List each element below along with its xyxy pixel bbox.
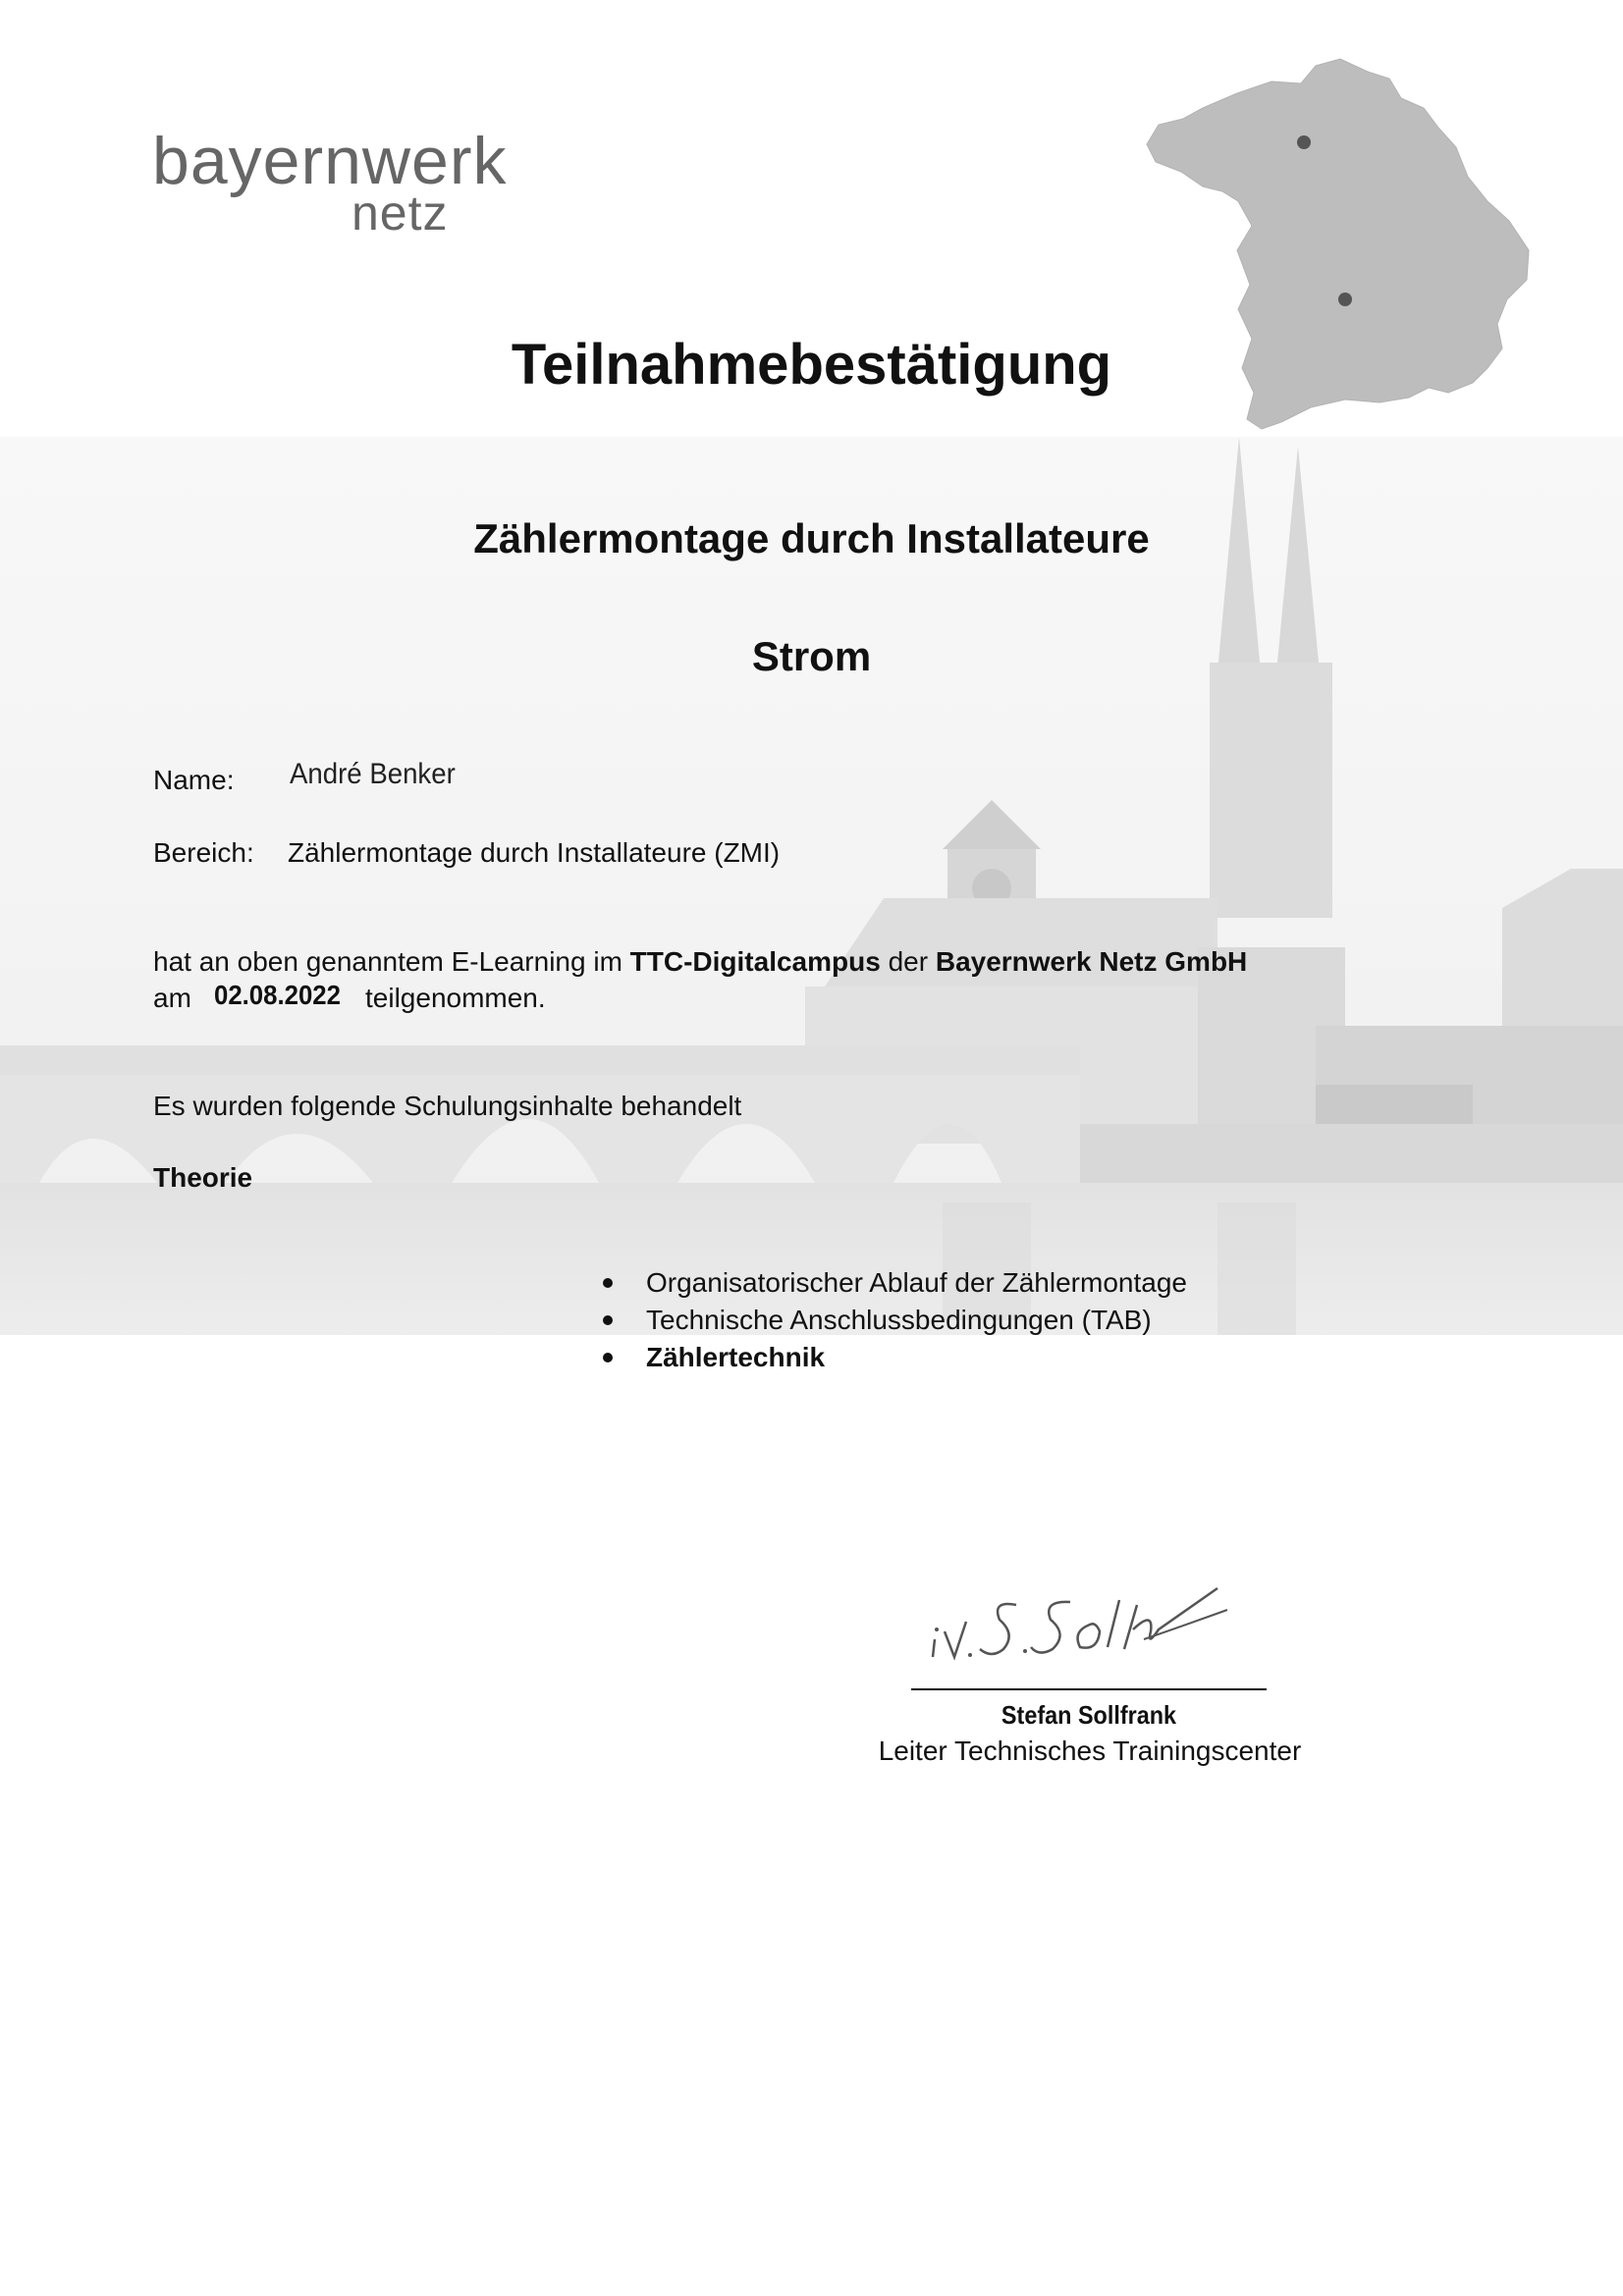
contents-list: [601, 1264, 1187, 1376]
logo-line-1: bayernwerk: [152, 124, 508, 198]
bullet-icon: [603, 1278, 613, 1288]
participant-name: André Benker: [290, 758, 456, 790]
list-item: Technische Anschlussbedingungen (TAB): [601, 1302, 1187, 1339]
statement-part-2: der: [880, 946, 936, 977]
course-title: Zählermontage durch Installateure: [473, 515, 1150, 561]
contents-intro: Es wurden folgende Schulungsinhalte behandelt: [153, 1091, 742, 1121]
participation-date: 02.08.2022: [214, 980, 341, 1010]
logo-line-2: netz: [352, 186, 449, 240]
company-name: Bayernwerk Netz GmbH: [935, 946, 1248, 977]
bereich-label: Bereich:: [153, 837, 254, 868]
statement-part-1: hat an oben genanntem E-Learning im: [153, 946, 630, 977]
list-item: Zählertechnik: [601, 1339, 1187, 1376]
bullet-icon: [603, 1315, 613, 1325]
statement-suffix: teilgenommen.: [365, 983, 546, 1013]
signer-name: Stefan Sollfrank: [1001, 1700, 1177, 1730]
bullet-icon: [603, 1353, 613, 1362]
list-item: Organisatorischer Ablauf der Zählermontage: [601, 1264, 1187, 1302]
contents-section: Theorie: [153, 1162, 253, 1193]
signature-line: [911, 1688, 1267, 1690]
course-subtitle: Strom: [751, 633, 872, 679]
statement-line: [153, 945, 1247, 979]
signer-role: Leiter Technisches Trainingscenter: [878, 1735, 1302, 1766]
bayernwerk-netz-logo: [152, 124, 525, 245]
bereich-value: Zählermontage durch Installateure (ZMI): [288, 837, 781, 868]
regensburg-background-image: [0, 437, 1623, 1335]
handwritten-signature: [923, 1571, 1237, 1683]
document-title: Teilnahmebestätigung: [511, 333, 1112, 397]
am-label: am: [153, 983, 191, 1013]
name-label: Name:: [153, 765, 235, 795]
campus-name: TTC-Digitalcampus: [629, 946, 881, 977]
